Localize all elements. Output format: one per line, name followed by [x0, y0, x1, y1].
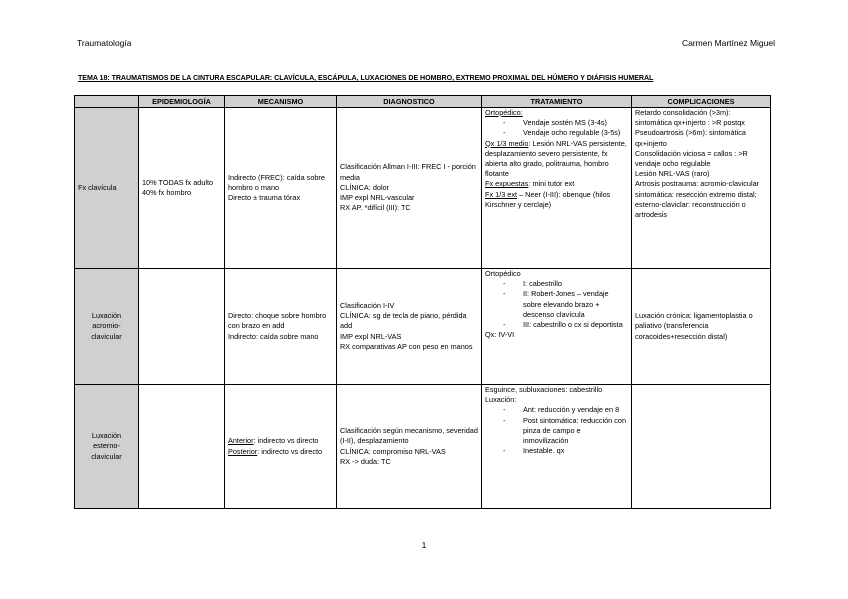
table-header-row — [75, 96, 771, 108]
row-label: Luxación esterno-clavicular — [75, 385, 139, 509]
bullet-list — [485, 279, 628, 330]
cell-line: Clasificación I-IV — [340, 300, 395, 310]
cell-mecanismo — [225, 108, 337, 269]
table-row — [75, 385, 771, 509]
table-row — [75, 269, 771, 385]
cell-line — [228, 436, 333, 446]
cell-complicaciones — [632, 108, 771, 269]
cell-diagnostico — [337, 269, 482, 385]
cell-line: Indirecto (FREC): caída sobre hombro o mano — [228, 172, 325, 192]
cell-line: Clasificación según mecanismo, severidad (I-II), desplazamiento — [340, 426, 478, 446]
header-left: Traumatología — [77, 38, 132, 48]
cell-mecanismo — [225, 269, 337, 385]
column-header: COMPLICACIONES — [632, 96, 771, 108]
list-item: - Inestable. qx — [485, 446, 628, 456]
cell-line: IMP expl NRL-vascular — [340, 193, 415, 203]
cell-mecanismo — [225, 385, 337, 509]
column-header: TRATAMIENTO — [482, 96, 632, 108]
cell-line: RX AP. *difícil (III): TC — [340, 203, 411, 213]
cell-line: Luxación: — [485, 395, 517, 405]
inline-label: Fx 1/3 ext — [485, 189, 518, 199]
cell-line: Lesión NRL-VAS (raro) — [635, 169, 710, 179]
cell-line — [485, 179, 628, 189]
cell-line: RX -> duda: TC — [340, 456, 391, 466]
cell-epidemiologia — [139, 108, 225, 269]
cell-epidemiologia — [139, 269, 225, 385]
cell-tratamiento — [482, 108, 632, 269]
inline-text: : indirecto vs directo — [253, 436, 319, 446]
bullet-list — [485, 118, 628, 138]
cell-line: Artrosis postrauma: acromio-clavicular sintomática: resección extremo distal; esterno-claviclar: reconstrucción o artrodesis — [635, 179, 760, 220]
list-item: - III: cabestrillo o cx si deportista — [485, 320, 628, 330]
column-header: EPIDEMIOLOGÍA — [139, 96, 225, 108]
inline-label: Qx 1/3 medio — [485, 138, 529, 148]
cell-line: CLÍNICA: dolor — [340, 182, 390, 192]
cell-line — [228, 447, 333, 457]
cell-line: Ortopédico — [485, 269, 521, 278]
table-row — [75, 108, 771, 269]
cell-line: RX comparativas AP con peso en manos — [340, 341, 473, 351]
inline-label: Posterior — [228, 446, 258, 456]
document-title: TEMA 18: TRAUMATISMOS DE LA CINTURA ESCAPULAR: CLAVÍCULA, ESCÁPULA, LUXACIONES DE HOMBRO, EXTREMO PROXIMAL DEL HÚMERO Y DIÁFISIS HUMERAL — [78, 74, 654, 82]
cell-line: Consolidación viciosa = callos : >R vendaje ocho regulable — [635, 148, 748, 169]
row-label: Fx clavícula — [75, 108, 139, 269]
cell-line — [485, 190, 628, 210]
row-label: Luxación acromio-clavicular — [75, 269, 139, 385]
cell-line: CLÍNICA: sg de tecla de piano, pérdida add — [340, 311, 467, 331]
cell-line: Retardo consolidación (>3m): sintomática qx+injerto : >R postqx — [635, 108, 745, 128]
cell-line — [485, 139, 628, 180]
cell-line: CLÍNICA: compromiso NRL-VAS — [340, 446, 446, 456]
inline-label: Anterior — [228, 436, 254, 446]
inline-label: Fx expuestas — [485, 179, 529, 189]
cell-line: Clasificación Allman I-III: FREC I - porción media — [340, 162, 476, 182]
cell-tratamiento — [482, 385, 632, 509]
cell-complicaciones — [632, 269, 771, 385]
cell-complicaciones — [632, 385, 771, 509]
cell-line: Directo ± trauma tórax — [228, 193, 301, 203]
corner-cell — [75, 96, 139, 108]
header-right: Carmen Martínez Miguel — [681, 38, 775, 48]
cell-diagnostico — [337, 108, 482, 269]
list-item: - Ant: reducción y vendaje en 8 — [485, 405, 628, 415]
inline-text: : Lesión NRL-VAS persistente, desplazamiento severo persistente, fx abierta alto grado, politrauma, hombro flotante — [485, 138, 627, 179]
cell-line: Luxación crónica: ligamentoplastia o paliativo (transferencia coracoides+resección distal) — [635, 311, 753, 341]
list-item: - I: cabestrillo — [485, 279, 628, 289]
cell-line: Ortopédico: — [485, 108, 523, 117]
list-item: - II: Robert-Jones – vendaje sobre elevando brazo + descenso clavícula — [485, 289, 628, 320]
column-header: MECANISMO — [225, 96, 337, 108]
list-item: - Vendaje sostén MS (3-4s) — [485, 118, 628, 128]
cell-line: 40% fx hombro — [142, 188, 192, 197]
column-header: DIAGNOSTICO — [337, 96, 482, 108]
cell-line: Esguince, subluxaciones: cabestrillo — [485, 385, 603, 394]
cell-line: Pseudoartrosis (>6m): sintomática qx+injerto — [635, 128, 746, 148]
cell-line: Indirecto: caída sobre mano — [228, 331, 319, 341]
cell-tratamiento — [482, 269, 632, 385]
cell-line: 10% TODAS fx adulto — [142, 177, 214, 187]
inline-text: – Neer (I-III): obenque (hilos Kirschner y cerclaje) — [485, 189, 611, 209]
summary-table — [74, 95, 771, 509]
cell-line: IMP expl NRL-VAS — [340, 331, 402, 341]
cell-line: Qx: IV-VI — [485, 330, 515, 340]
list-item: - Post sintomática: reducción con pinza de campo e inmovilización — [485, 416, 628, 447]
inline-text: : mini tutor ext — [528, 179, 575, 189]
cell-diagnostico — [337, 385, 482, 509]
page-number: 1 — [421, 540, 427, 550]
list-item: - Vendaje ocho regulable (3-5s) — [485, 128, 628, 138]
inline-text: : indirecto vs directo — [257, 446, 323, 456]
cell-line: Directo: choque sobre hombro con brazo en add — [228, 311, 327, 331]
cell-epidemiologia — [139, 385, 225, 509]
bullet-list — [485, 405, 628, 456]
